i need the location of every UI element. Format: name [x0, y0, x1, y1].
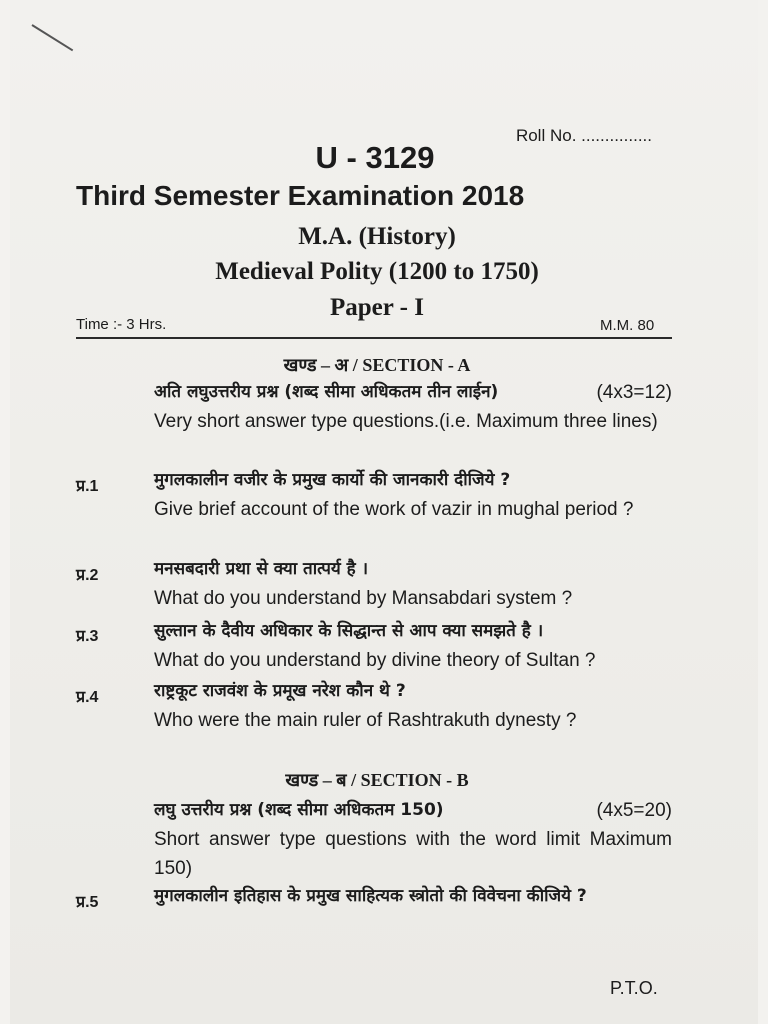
question-number: प्र.1 — [76, 478, 99, 495]
maximum-marks: M.M. 80 — [600, 317, 655, 334]
paper-number: Paper - I — [330, 294, 424, 321]
question-4 — [154, 677, 672, 735]
section-a-heading: खण्ड – अ / SECTION - A — [283, 355, 471, 375]
question-2 — [154, 555, 672, 613]
question-1 — [154, 466, 672, 524]
question-text-english: Who were the main ruler of Rashtrakuth dynesty ? — [154, 710, 577, 731]
degree-title: M.A. (History) — [298, 223, 456, 250]
please-turn-over: P.T.O. — [610, 978, 658, 998]
section-a-marks: (4x3=12) — [596, 382, 672, 403]
section-b-instruction-hindi: लघु उत्तरीय प्रश्न (शब्द सीमा अधिकतम 150) — [154, 800, 444, 820]
roll-number: Roll No. ............... — [515, 126, 652, 145]
section-b-heading: खण्ड – ब / SECTION - B — [285, 770, 469, 790]
question-5 — [154, 882, 672, 911]
question-text-english: What do you understand by Mansabdari system ? — [154, 588, 573, 609]
header-divider — [76, 337, 672, 339]
question-3 — [154, 617, 672, 675]
pen-mark — [31, 24, 73, 51]
question-text-english: Give brief account of the work of vazir in mughal period ? — [154, 499, 634, 520]
subject-title: Medieval Polity (1200 to 1750) — [215, 258, 539, 285]
exam-paper-sheet — [10, 0, 758, 1024]
question-text-english: What do you understand by divine theory of Sultan ? — [154, 650, 596, 671]
question-text-hindi: राष्ट्रकूट राजवंश के प्रमूख नरेश कौन थे ? — [154, 681, 406, 701]
exam-title: Third Semester Examination 2018 — [76, 180, 525, 211]
time-allowed: Time :- 3 Hrs. — [76, 316, 167, 333]
section-b-instructions — [154, 796, 672, 883]
section-a-instruction-hindi: अति लघुउत्तरीय प्रश्न (शब्द सीमा अधिकतम तीन लाईन) — [154, 382, 499, 402]
question-number: प्र.5 — [76, 894, 99, 911]
paper-code: U - 3129 — [315, 140, 435, 175]
section-a-instruction-english: Very short answer type questions.(i.e. Maximum three lines) — [154, 411, 658, 432]
question-text-hindi: मुगलकालीन वजीर के प्रमुख कार्यो की जानकारी दीजिये ? — [154, 470, 511, 490]
question-text-hindi: सुल्तान के दैवीय अधिकार के सिद्धान्त से आप क्या समझते है । — [154, 621, 544, 641]
question-number: प्र.3 — [76, 628, 99, 645]
section-a-instructions — [154, 378, 672, 436]
question-number: प्र.2 — [76, 567, 99, 584]
question-number: प्र.4 — [76, 689, 99, 706]
question-text-hindi: मुगलकालीन इतिहास के प्रमुख साहित्यक स्त्रोतो की विवेचना कीजिये ? — [154, 886, 587, 906]
section-b-instruction-english: Short answer type questions with the word limit Maximum 150) — [154, 829, 672, 879]
question-text-hindi: मनसबदारी प्रथा से क्या तात्पर्य है । — [154, 559, 369, 579]
section-b-marks: (4x5=20) — [596, 800, 672, 821]
